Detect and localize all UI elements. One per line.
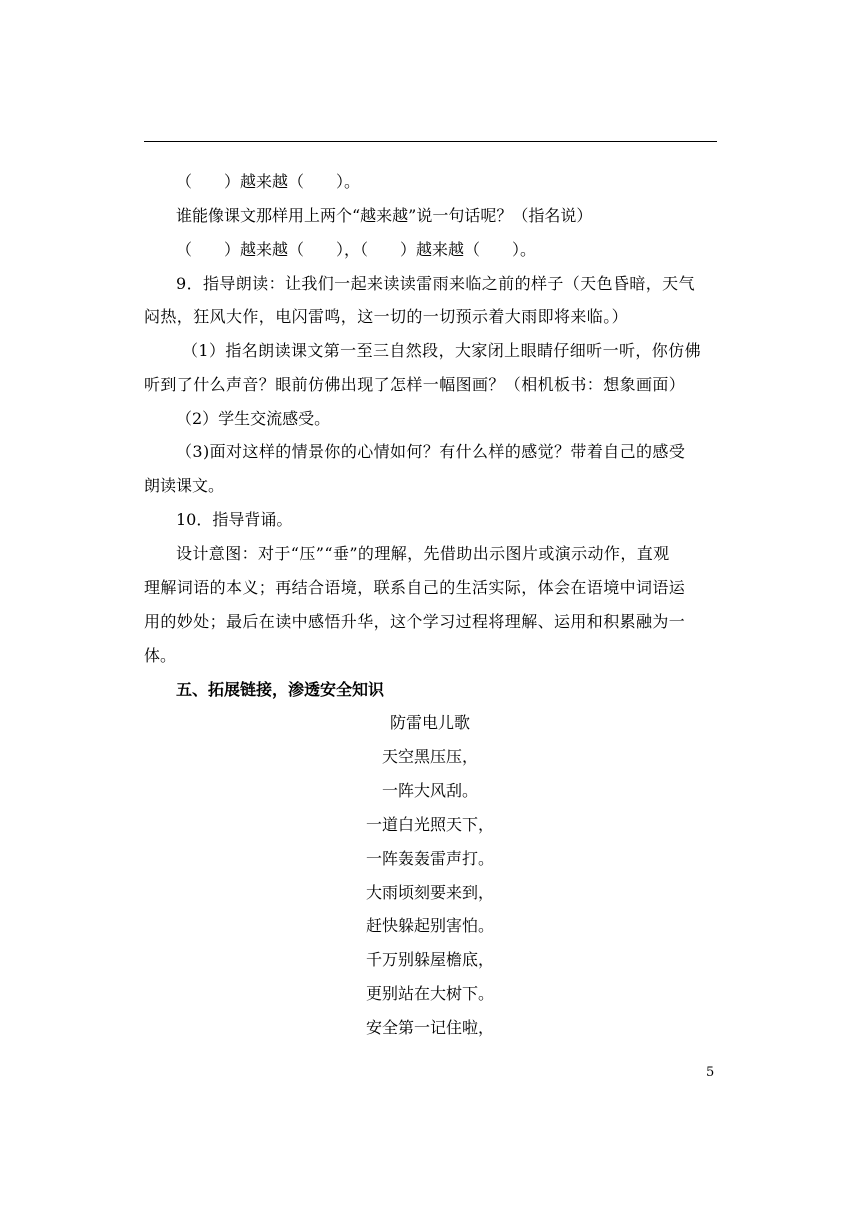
fill-blank-line: （ ）越来越（ ）。 [176, 172, 361, 191]
poem-line: 一阵大风刮。 [381, 781, 478, 800]
paragraph-line: 体。 [144, 646, 177, 665]
header-rule [144, 141, 717, 142]
paragraph-line: （3)面对这样的情景你的心情如何？有什么样的感觉？带着自己的感受 [176, 442, 686, 461]
paragraph-line: （1）指名朗读课文第一至三自然段，大家闭上眼睛仔细听一听，你仿佛 [182, 341, 701, 360]
poem-line: 安全第一记住啦， [365, 1018, 494, 1037]
poem-line: 一道白光照天下， [365, 815, 494, 834]
poem-line: 更别站在大树下。 [365, 984, 494, 1003]
page-number: 5 [706, 1065, 715, 1080]
fill-blank-line: （ ）越来越（ ），（ ）越来越（ ）。 [176, 240, 537, 259]
poem-line: 赶快躲起别害怕。 [365, 916, 494, 935]
paragraph-line: 朗读课文。 [144, 476, 225, 495]
section-heading: 五、拓展链接，渗透安全知识 [176, 680, 385, 699]
paragraph-line: 用的妙处；最后在读中感悟升华，这个学习过程将理解、运用和积累融为一 [144, 612, 686, 631]
poem-title: 防雷电儿歌 [389, 713, 470, 732]
paragraph-line: 听到了什么声音？眼前仿佛出现了怎样一幅图画？（相机板书：想象画面） [144, 375, 686, 394]
paragraph-line: 闷热，狂风大作，电闪雷鸣，这一切的一切预示着大雨即将来临。） [144, 307, 629, 326]
poem-line: 大雨顷刻要来到， [365, 883, 494, 902]
poem-line: 千万别躲屋檐底， [365, 950, 494, 969]
paragraph-line: 9．指导朗读：让我们一起来读读雷雨来临之前的样子（天色昏暗，天气 [176, 274, 695, 293]
paragraph-line: 设计意图：对于“压”“垂”的理解，先借助出示图片或演示动作，直观 [176, 544, 670, 563]
poem-line: 天空黑压压， [381, 747, 478, 766]
paragraph-line: 理解词语的本义；再结合语境，联系自己的生活实际，体会在语境中词语运 [144, 578, 686, 597]
poem-line: 一阵轰轰雷声打。 [365, 849, 494, 868]
paragraph-line: 10．指导背诵。 [176, 510, 293, 529]
paragraph-line: （2）学生交流感受。 [176, 409, 331, 428]
paragraph-line: 谁能像课文那样用上两个“越来越”说一句话呢？（指名说） [176, 206, 593, 225]
